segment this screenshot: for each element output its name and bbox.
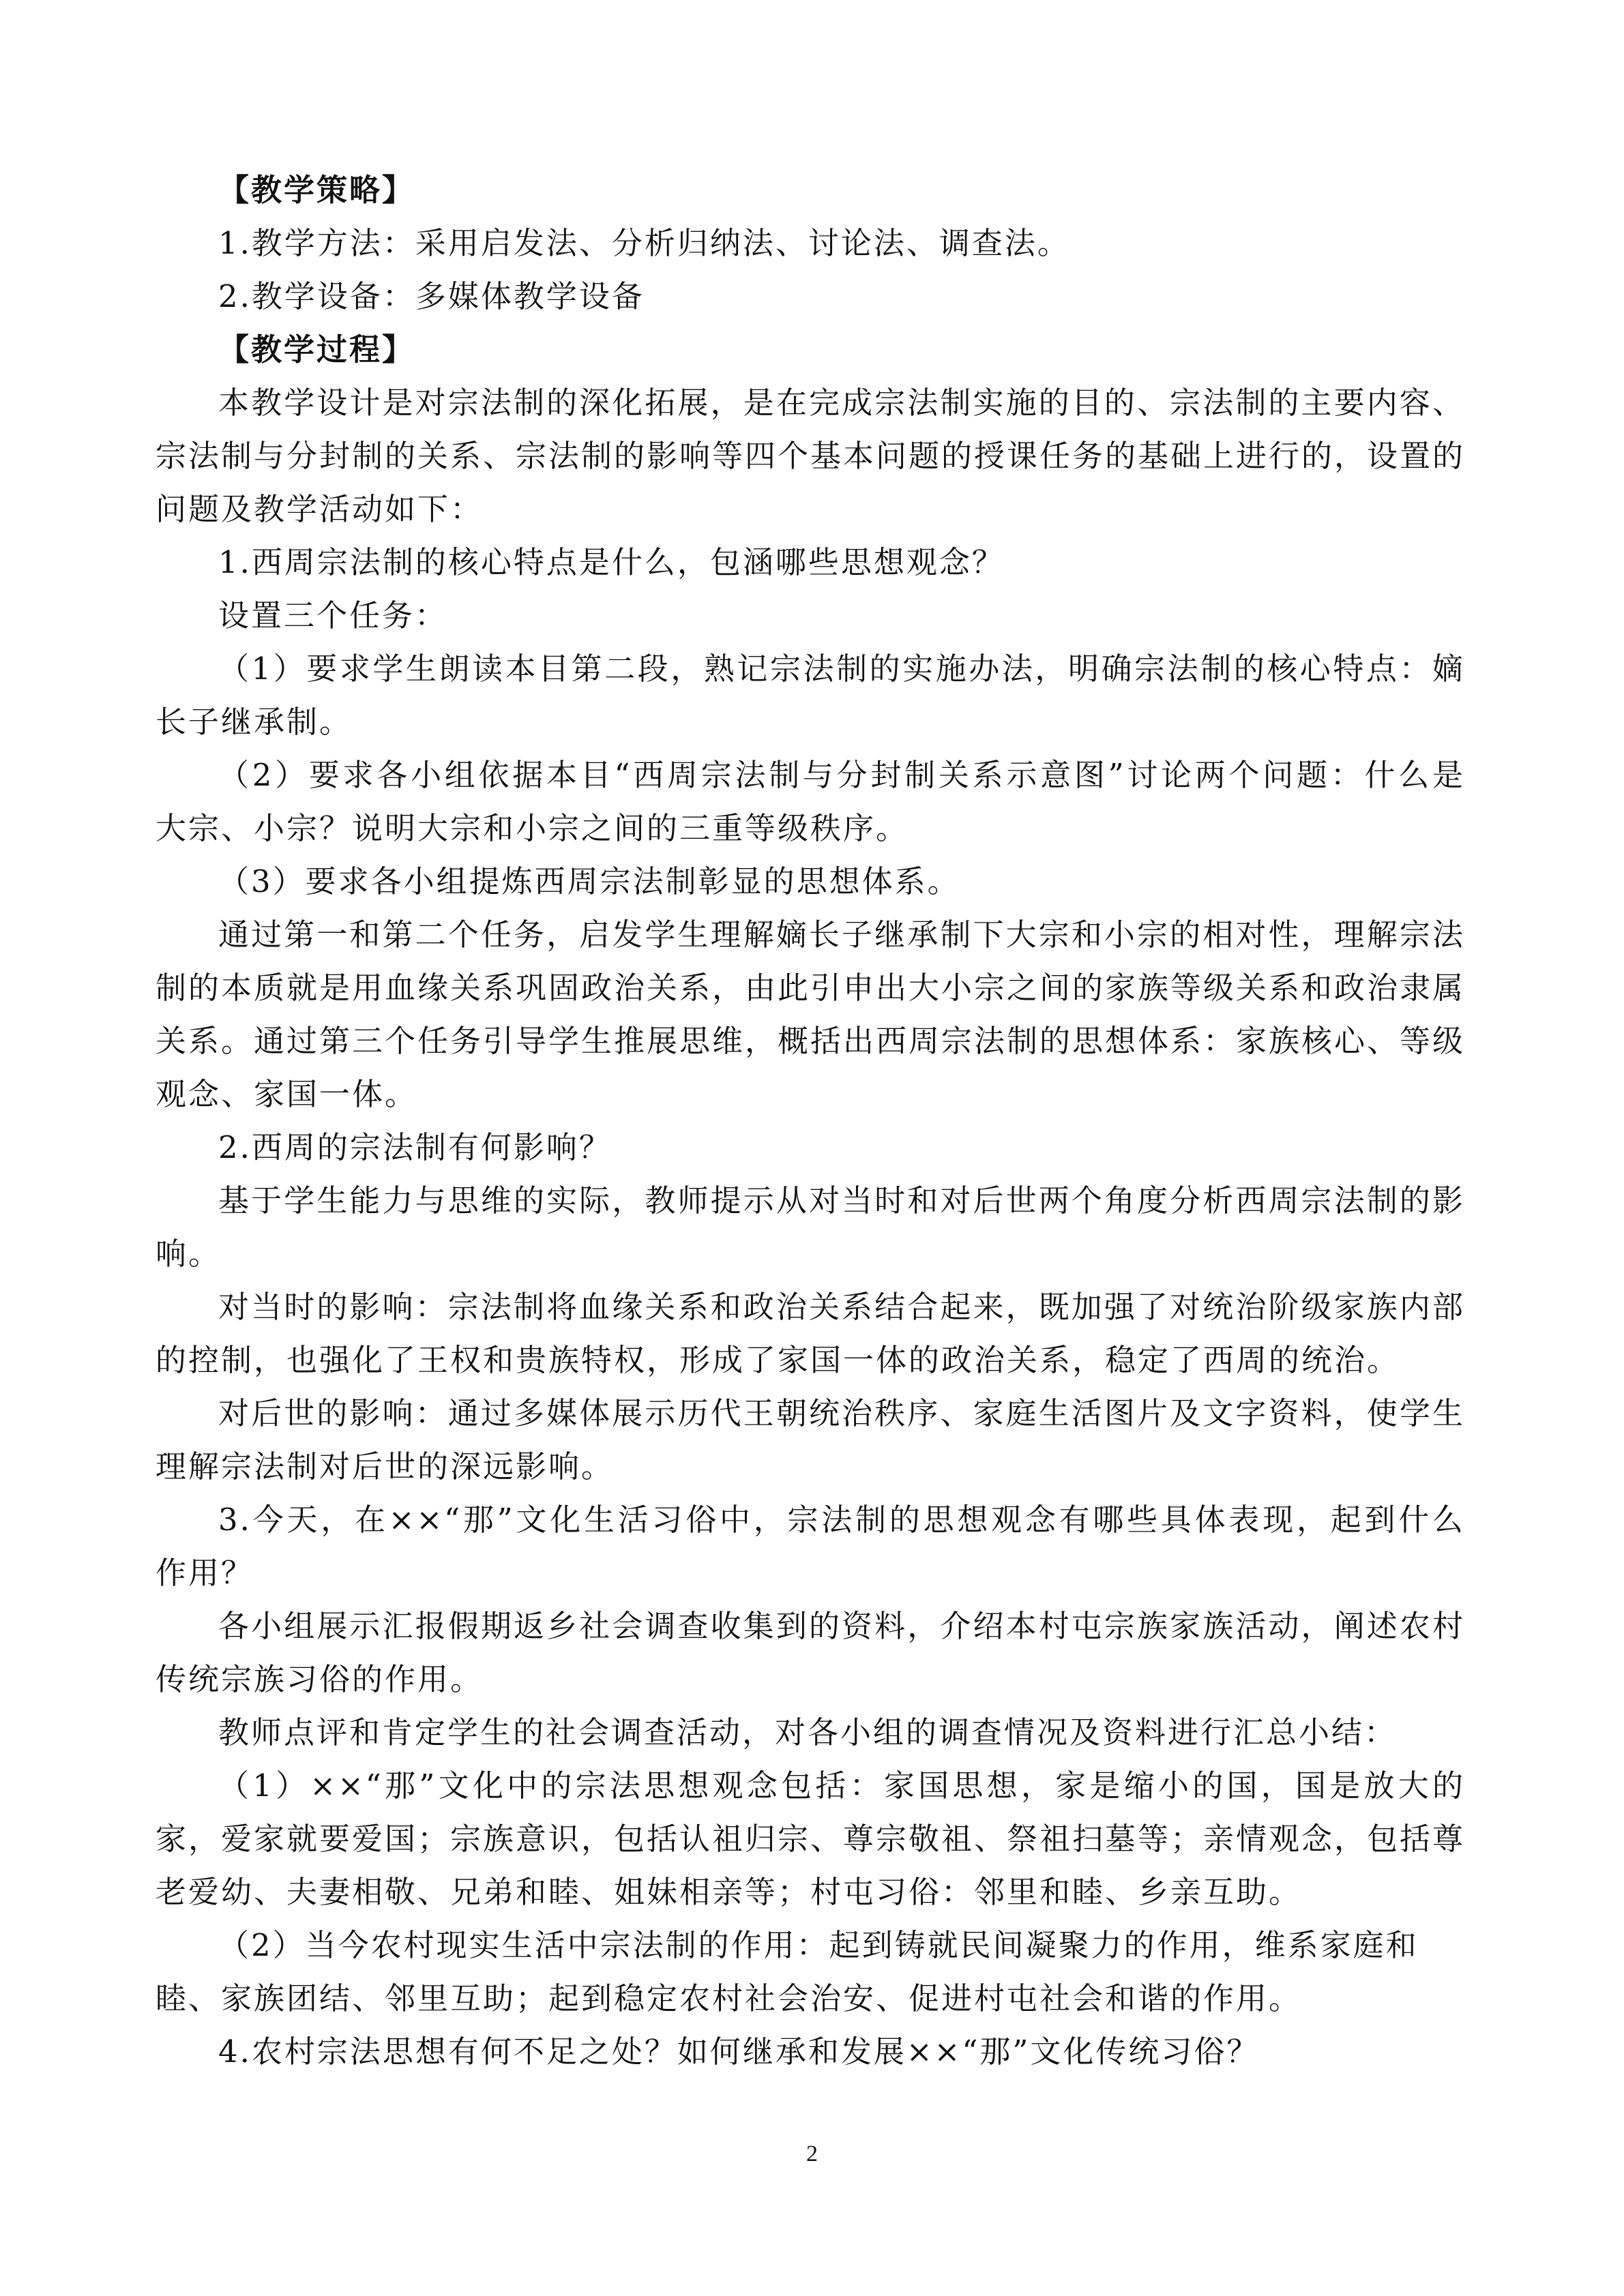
text-line: 对后世的影响：通过多媒体展示历代王朝统治秩序、家庭生活图片及文字资料，使学生	[218, 1395, 1465, 1431]
text-line: 关系。通过第三个任务引导学生推展思维，概括出西周宗法制的思想体系：家族核心、等级	[156, 1023, 1466, 1059]
text-line: 观念、家国一体。	[156, 1076, 418, 1112]
text-line: 4.农村宗法思想有何不足之处？如何继承和发展××“那”文化传统习俗？	[218, 2033, 1260, 2070]
text-line: 3.今天，在××“那”文化生活习俗中，宗法制的思想观念有哪些具体表现，起到什么	[218, 1502, 1465, 1538]
document-body	[156, 164, 1465, 2078]
text-line: 睦、家族团结、邻里互助；起到稳定农村社会治安、促进村屯社会和谐的作用。	[156, 1980, 1302, 2016]
text-line: （2）当今农村现实生活中宗法制的作用：起到铸就民间凝聚力的作用，维系家庭和	[218, 1927, 1419, 1963]
text-line: 长子继承制。	[156, 704, 353, 740]
section-heading: 【教学策略】	[218, 172, 415, 208]
section-heading: 【教学过程】	[218, 331, 415, 368]
text-line: 1.西周宗法制的核心特点是什么，包涵哪些思想观念？	[218, 544, 1005, 580]
text-line: 设置三个任务：	[218, 597, 448, 633]
text-line: 家，爱家就要爱国；宗族意识，包括认祖归宗、尊宗敬祖、祭祖扫墓等；亲情观念，包括尊	[156, 1821, 1466, 1857]
text-line: 2.西周的宗法制有何影响？	[218, 1129, 612, 1165]
text-line: 1.教学方法：采用启发法、分析归纳法、讨论法、调查法。	[218, 225, 1070, 261]
text-line: 各小组展示汇报假期返乡社会调查收集到的资料，介绍本村屯宗族家族活动，阐述农村	[218, 1608, 1465, 1644]
text-line: 的控制，也强化了王权和贵族特权，形成了家国一体的政治关系，稳定了西周的统治。	[156, 1342, 1400, 1378]
text-line: 理解宗法制对后世的深远影响。	[156, 1448, 615, 1485]
text-line: 教师点评和肯定学生的社会调查活动，对各小组的调查情况及资料进行汇总小结：	[218, 1714, 1398, 1750]
text-line: 本教学设计是对宗法制的深化拓展，是在完成宗法制实施的目的、宗法制的主要内容、	[218, 385, 1465, 421]
text-line: 作用？	[156, 1555, 254, 1591]
text-line: 宗法制与分封制的关系、宗法制的影响等四个基本问题的授课任务的基础上进行的，设置的	[156, 438, 1466, 474]
text-line: 问题及教学活动如下：	[156, 491, 484, 527]
text-line: （3）要求各小组提炼西周宗法制彰显的思想体系。	[218, 863, 960, 899]
text-line: 传统宗族习俗的作用。	[156, 1661, 484, 1697]
text-line: （1）××“那”文化中的宗法思想观念包括：家国思想，家是缩小的国，国是放大的	[218, 1768, 1465, 1804]
text-line: 老爱幼、夫妻相敬、兄弟和睦、姐妹相亲等；村屯习俗：邻里和睦、乡亲互助。	[156, 1874, 1302, 1910]
text-line: 对当时的影响：宗法制将血缘关系和政治关系结合起来，既加强了对统治阶级家族内部	[218, 1289, 1465, 1325]
text-line: 基于学生能力与思维的实际，教师提示从对当时和对后世两个角度分析西周宗法制的影	[218, 1182, 1465, 1219]
text-line: （2）要求各小组依据本目“西周宗法制与分封制关系示意图”讨论两个问题：什么是	[218, 757, 1465, 793]
text-line: （1）要求学生朗读本目第二段，熟记宗法制的实施办法，明确宗法制的核心特点：嫡	[218, 651, 1465, 687]
page-number: 2	[806, 2141, 818, 2166]
text-line: 大宗、小宗？说明大宗和小宗之间的三重等级秩序。	[156, 810, 909, 846]
text-line: 响。	[156, 1236, 222, 1272]
text-line: 通过第一和第二个任务，启发学生理解嫡长子继承制下大宗和小宗的相对性，理解宗法	[218, 916, 1465, 953]
text-line: 制的本质就是用血缘关系巩固政治关系，由此引申出大小宗之间的家族等级关系和政治隶属	[156, 970, 1466, 1006]
text-line: 2.教学设备：多媒体教学设备	[218, 278, 645, 314]
